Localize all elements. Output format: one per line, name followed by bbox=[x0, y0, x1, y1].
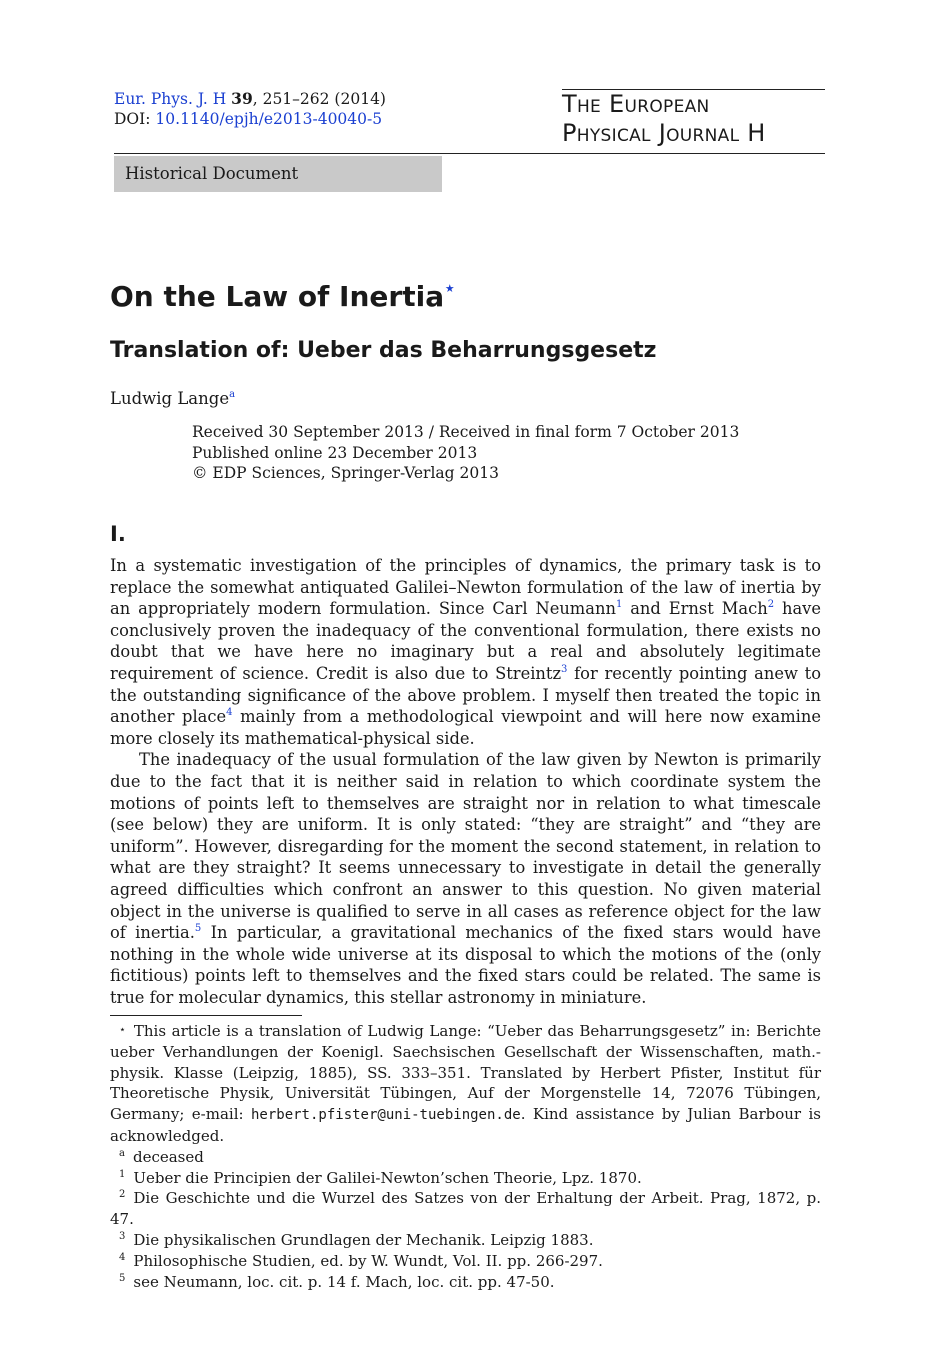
footnote-4 bbox=[110, 1251, 821, 1272]
volume-number: 39 bbox=[231, 89, 253, 108]
title-text: On the Law of Inertia bbox=[110, 280, 445, 313]
author-line bbox=[110, 388, 235, 410]
footnote-mark: 2 bbox=[119, 1189, 126, 1201]
email-address[interactable]: herbert.pfister@uni-tuebingen.de bbox=[250, 1107, 521, 1124]
published-date: Published online 23 December 2013 bbox=[192, 443, 478, 462]
footnote-mark: 3 bbox=[119, 1230, 126, 1242]
footnote-divider bbox=[110, 1015, 302, 1016]
journal-abbrev-link[interactable]: Eur. Phys. J. H bbox=[114, 90, 227, 108]
author-name: Ludwig Lange bbox=[110, 389, 230, 408]
footnote-text: Ueber die Principien der Galilei-Newton’schen Theorie, Lpz. 1870. bbox=[133, 1168, 642, 1187]
footnote-text: Philosophische Studien, ed. by W. Wundt, Vol. II. pp. 266-297. bbox=[133, 1251, 603, 1270]
footnote-text: This article is a translation of Ludwig Lange: “Ueber das Beharrungsgesetz” in: Berichte ueber Verhandlungen der Koenigl. Saechsischen Gesellschaft der Wissenschaften, math.-physik. Klasse (Leipzig, 1885), SS. 333–351. Translated by Herbert Pfister, Institut für Theoretische Physik, Universität Tübingen, Auf der Morgenstelle 14, 72076 Tübingen, Germany; e-mail: bbox=[110, 1022, 821, 1124]
footnote-text: Die Geschichte und die Wurzel des Satzes von der Erhaltung der Arbeit. Prag, 1872, p. 47. bbox=[110, 1189, 821, 1229]
paragraph-text: The inadequacy of the usual formulation of the law given by Newton is primarily due to the fact that it is neither said in relation to which coordinate system the motions of points left to themselves are straight nor in relation to what timescale (see below) they are uniform. It is only stated: “they are straight” and “they are uniform”. However, disregarding for the moment the second statement, in relation to what are they straight? It seems unnecessary to investigate in detail the generally agreed difficulties which confront an answer to this question. No given material object in the universe is qualified to serve in all cases as reference object for the law of inertia. bbox=[110, 750, 821, 943]
article-subtitle: Translation of: Ueber das Beharrungsgesetz bbox=[110, 338, 657, 363]
footnote-ref-1[interactable]: 1 bbox=[615, 599, 623, 611]
footnote-mark: 1 bbox=[119, 1168, 126, 1180]
footnote-text: deceased bbox=[132, 1147, 204, 1166]
footnotes bbox=[110, 1021, 821, 1292]
received-date: Received 30 September 2013 / Received in final form 7 October 2013 bbox=[192, 423, 740, 441]
footnote-text: see Neumann, loc. cit. p. 14 f. Mach, loc. cit. pp. 47-50. bbox=[133, 1272, 555, 1291]
journal-name-line-1: The European bbox=[562, 90, 710, 118]
footnote-mark: a bbox=[119, 1147, 125, 1159]
paragraph-text: In particular, a gravitational mechanics of the fixed stars would have nothing in the whole wide universe at its disposal to which the motions of the (only fictitious) points left to themselves and the fixed stars could be related. The same is true for molecular dynamics, this stellar astronomy in miniature. bbox=[110, 923, 821, 1007]
journal-name-line-2: Physical Journal H bbox=[562, 119, 766, 147]
doi-line bbox=[114, 109, 386, 129]
footnote-mark: ⋆ bbox=[119, 1023, 126, 1036]
footnote-5 bbox=[110, 1272, 821, 1293]
document-type-banner: Historical Document bbox=[114, 156, 442, 192]
doi-link[interactable]: 10.1140/epjh/e2013-40040-5 bbox=[155, 110, 383, 128]
footnote-star bbox=[110, 1021, 821, 1147]
footnote-2 bbox=[110, 1188, 821, 1230]
footnote-1 bbox=[110, 1168, 821, 1189]
journal-name-block bbox=[562, 89, 825, 148]
header-divider bbox=[114, 153, 825, 154]
publication-dates bbox=[192, 422, 739, 484]
paragraph-text: mainly from a methodological viewpoint and will here now examine more closely its mathematical-physical side. bbox=[110, 707, 821, 748]
citation-block bbox=[114, 89, 386, 129]
body-paragraph-1 bbox=[110, 555, 821, 749]
body-paragraph-2 bbox=[110, 749, 821, 1008]
author-footnote-mark[interactable]: a bbox=[229, 389, 236, 400]
paragraph-text: and Ernst Mach bbox=[622, 599, 768, 619]
footnote-ref-5[interactable]: 5 bbox=[194, 923, 202, 935]
pages-year: , 251–262 (2014) bbox=[252, 90, 386, 108]
footnote-3 bbox=[110, 1230, 821, 1251]
doi-label: DOI: bbox=[114, 110, 156, 128]
footnote-text: . Kind assistance by Julian Barbour is acknowledged. bbox=[110, 1105, 821, 1145]
footnote-mark: 5 bbox=[119, 1272, 126, 1284]
paragraph-text: have conclusively proven the inadequacy of the conventional formulation, there exists no doubt that we have here no imaginary but a real and absolutely legitimate requirement of science. Credit is also due to Streintz bbox=[110, 599, 821, 683]
article-title bbox=[110, 279, 455, 315]
footnote-mark: 4 bbox=[119, 1251, 126, 1263]
citation-line bbox=[114, 89, 386, 109]
footnote-ref-2[interactable]: 2 bbox=[767, 599, 775, 611]
footnote-ref-3[interactable]: 3 bbox=[561, 663, 568, 675]
article-body bbox=[110, 555, 821, 1008]
section-heading: I. bbox=[110, 522, 126, 546]
footnote-text: Die physikalischen Grundlagen der Mechanik. Leipzig 1883. bbox=[133, 1230, 594, 1249]
copyright-line: © EDP Sciences, Springer-Verlag 2013 bbox=[192, 464, 499, 482]
footnote-a bbox=[110, 1147, 821, 1168]
title-footnote-mark[interactable]: ⋆ bbox=[444, 278, 456, 299]
paragraph-text: for recently pointing anew to the outstanding significance of the above problem. I myself then treated the topic in another place bbox=[110, 663, 822, 727]
footnote-ref-4[interactable]: 4 bbox=[226, 707, 233, 719]
paragraph-text: In a systematic investigation of the principles of dynamics, the primary task is to replace the somewhat antiquated Galilei–Newton formulation of the law of inertia by an appropriately modern formulation. Since Carl Neumann bbox=[110, 556, 821, 619]
